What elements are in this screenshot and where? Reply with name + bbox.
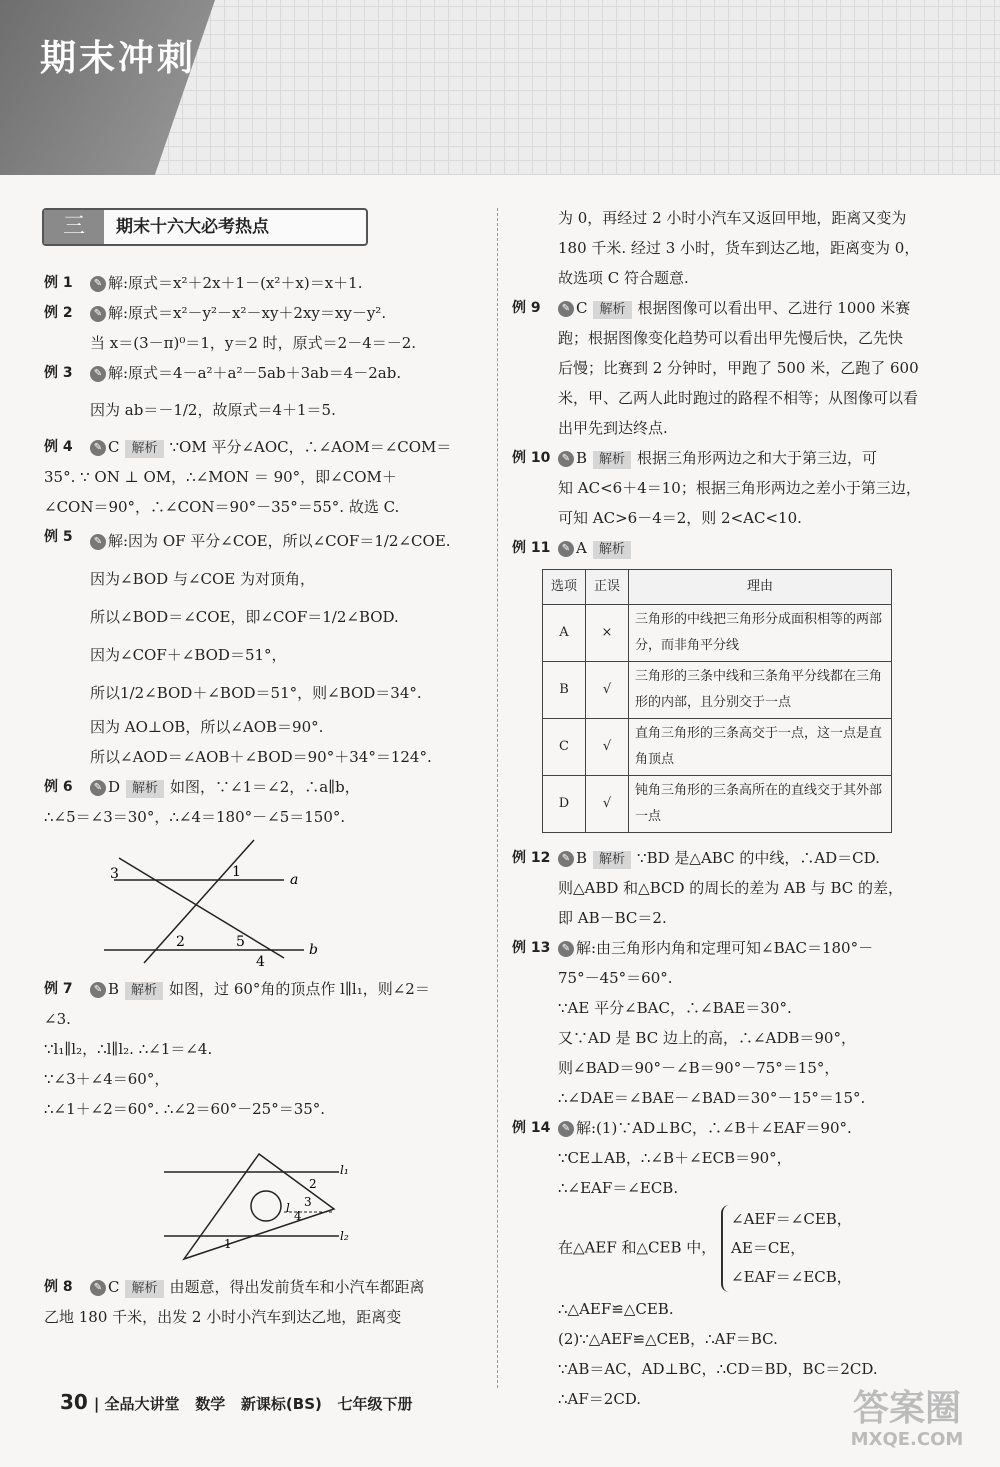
- solution-line: (2)∵△AEF≌△CEB，∴AF＝BC.: [558, 1330, 778, 1348]
- answer-choice: B: [576, 849, 588, 867]
- example-label: 例 9: [512, 300, 541, 316]
- column-divider: [497, 208, 498, 1388]
- solution-line: ∠3.: [44, 1010, 71, 1028]
- solution-line: ∴△AEF≌△CEB.: [558, 1300, 674, 1318]
- solution-line: 如图，∵∠1＝∠2，∴a∥b，: [170, 778, 360, 796]
- grade: 七年级下册: [337, 1395, 413, 1413]
- table-row: [543, 662, 892, 719]
- parallel-lines-figure: [104, 838, 324, 968]
- example-12: [512, 843, 962, 933]
- line-label: a: [290, 872, 299, 888]
- reason-cell: 钝角三角形的三条高所在的直线交于其外部一点: [629, 776, 892, 833]
- solution-line: ∴∠DAE＝∠BAE－∠BAD＝30°－15°＝15°.: [558, 1089, 866, 1107]
- key-icon: ✎: [90, 440, 106, 456]
- solution-line: ∴∠5＝∠3＝30°，∴∠4＝180°－∠5＝150°.: [44, 808, 346, 826]
- solution-line: 35°. ∵ ON ⊥ OM，∴∠MON ＝ 90°，即∠COM＋: [44, 468, 397, 486]
- angle-label: 3: [304, 1195, 312, 1209]
- table-row: [543, 605, 892, 662]
- analysis-tag: 解析: [125, 440, 163, 458]
- solution-line: 180 千米. 经过 3 小时，货车到达乙地，距离变为 0，: [558, 239, 920, 257]
- answer-choice: A: [576, 539, 587, 557]
- left-column: [44, 268, 484, 1332]
- angle-label: 1: [232, 864, 241, 880]
- solution-line: 所以∠BOD＝∠COE，即∠COF＝1/2∠BOD.: [90, 608, 399, 626]
- solution-line: 根据三角形两边之和大于第三边，可: [637, 449, 878, 467]
- reason-cell: 三角形的三条中线和三条角平分线都在三角形的内部，且分别交于一点: [629, 662, 892, 719]
- key-icon: ✎: [90, 982, 106, 998]
- table-row: [543, 776, 892, 833]
- example-4: [44, 432, 484, 522]
- solution-line: ∴∠EAF＝∠ECB.: [558, 1179, 679, 1197]
- example-3: [44, 358, 484, 432]
- key-icon: ✎: [90, 780, 106, 796]
- key-icon: ✎: [90, 306, 106, 322]
- brace-line: AE＝CE，: [731, 1239, 806, 1257]
- solution-line: 跑；根据图像变化趋势可以看出甲先慢后快，乙先快: [558, 329, 904, 347]
- solution-line: 故选项 C 符合题意.: [558, 269, 689, 287]
- solution-line: 因为∠COF＋∠BOD＝51°，: [90, 646, 287, 664]
- page-number: 30: [60, 1390, 88, 1414]
- example-label: 例 5: [44, 529, 73, 545]
- answer-choice: B: [576, 449, 588, 467]
- table-header-row: [543, 570, 892, 605]
- answer-choice: B: [108, 980, 120, 998]
- example-label: 例 1: [44, 275, 73, 291]
- example-11: [512, 533, 962, 833]
- table-header: 选项: [543, 570, 586, 605]
- section-heading: [42, 208, 368, 246]
- example-8-continued: [558, 203, 962, 293]
- mark-cell: √: [586, 662, 629, 719]
- solution-line: 解:由三角形内角和定理可知∠BAC＝180°－: [576, 939, 874, 957]
- example-label: 例 7: [44, 981, 73, 997]
- angle-label: 4: [294, 1209, 302, 1223]
- solution-line: 米，甲、乙两人此时跑过的路程不相等；从图像可以看: [558, 389, 919, 407]
- answer-choice: C: [108, 438, 120, 456]
- key-icon: ✎: [558, 301, 574, 317]
- option-cell: B: [543, 662, 586, 719]
- banner-dark-block: [0, 0, 215, 175]
- subject: 数学: [195, 1395, 226, 1413]
- solution-line: 75°－45°＝60°.: [558, 969, 673, 987]
- brace-line: ∠AEF＝∠CEB，: [731, 1210, 852, 1228]
- brace-line: ∠EAF＝∠ECB，: [731, 1268, 852, 1286]
- line-label: l₂: [340, 1229, 349, 1243]
- example-label: 例 12: [512, 850, 551, 866]
- example-8: [44, 1272, 484, 1332]
- option-cell: A: [543, 605, 586, 662]
- example-2: [44, 298, 484, 358]
- example-label: 例 8: [44, 1279, 73, 1295]
- angle-label: 5: [236, 934, 245, 950]
- analysis-tag: 解析: [125, 982, 163, 1000]
- key-icon: ✎: [558, 851, 574, 867]
- reason-cell: 三角形的中线把三角形分成面积相等的两部分，而非角平分线: [629, 605, 892, 662]
- example-label: 例 2: [44, 305, 73, 321]
- key-icon: ✎: [90, 276, 106, 292]
- solution-line: 出甲先到达终点.: [558, 419, 668, 437]
- analysis-tag: 解析: [593, 301, 631, 319]
- angle-label: 4: [256, 954, 265, 970]
- key-icon: ✎: [558, 541, 574, 557]
- key-icon: ✎: [90, 534, 106, 550]
- solution-line: 则△ABD 和△BCD 的周长的差为 AB 与 BC 的差，: [558, 879, 904, 897]
- banner-title: 期末冲刺: [40, 38, 197, 79]
- section-title: 期末十六大必考热点: [116, 217, 269, 237]
- analysis-tag: 解析: [125, 1280, 163, 1298]
- solution-line: ∵AE 平分∠BAC，∴∠BAE＝30°.: [558, 999, 792, 1017]
- line-label: l: [286, 1201, 290, 1215]
- key-icon: ✎: [558, 941, 574, 957]
- solution-line: ∵AB＝AC，AD⊥BC，∴CD＝BD，BC＝2CD.: [558, 1360, 878, 1378]
- analysis-tag: 解析: [593, 541, 631, 559]
- angle-label: 2: [309, 1177, 317, 1191]
- solution-line: 则∠BAD＝90°－∠B＝90°－75°＝15°，: [558, 1059, 840, 1077]
- option-cell: D: [543, 776, 586, 833]
- solution-line: ∵OM 平分∠AOC，∴∠AOM＝∠COM＝: [169, 438, 452, 456]
- example-label: 例 14: [512, 1120, 551, 1136]
- watermark-url: MXQE.COM: [850, 1429, 964, 1450]
- analysis-tag: 解析: [593, 851, 631, 869]
- example-label: 例 13: [512, 940, 551, 956]
- mark-cell: √: [586, 719, 629, 776]
- example-5: [44, 522, 484, 772]
- page-footer: 30 | 全品大讲堂 数学 新课标(BS) 七年级下册: [60, 1390, 413, 1414]
- edition: 新课标(BS): [240, 1395, 322, 1413]
- solution-line: 可知 AC>6－4＝2，则 2<AC<10.: [558, 509, 802, 527]
- solution-line: 因为 ab＝－1/2，故原式＝4＋1＝5.: [90, 401, 336, 419]
- header-banner: [0, 0, 1000, 175]
- table-header: 正误: [586, 570, 629, 605]
- solution-line: ∴AF＝2CD.: [558, 1390, 642, 1408]
- solution-line: 解:(1)∵AD⊥BC，∴∠B＋∠EAF＝90°.: [576, 1119, 852, 1137]
- equation-brace: [721, 1205, 852, 1292]
- angle-label: 1: [224, 1237, 232, 1251]
- solution-line: 由题意，得出发前货车和小汽车都距离: [169, 1278, 425, 1296]
- solution-line: ∠CON＝90°，∴∠CON＝90°－35°＝55°. 故选 C.: [44, 498, 400, 516]
- solution-line: 知 AC<6＋4＝10；根据三角形两边之差小于第三边，: [558, 479, 921, 497]
- example-label: 例 10: [512, 450, 551, 466]
- solution-line: ∵BD 是△ABC 的中线，∴AD＝CD.: [637, 849, 880, 867]
- solution-line: 如图，过 60°角的顶点作 l∥l₁，则∠2＝: [169, 980, 430, 998]
- solution-line: 解:原式＝x²＋2x＋1－(x²＋x)＝x＋1.: [108, 274, 363, 292]
- solution-line: 所以1/2∠BOD＋∠BOD＝51°，则∠BOD＝34°.: [90, 684, 422, 702]
- solution-line: 根据图像可以看出甲、乙进行 1000 米赛: [637, 299, 911, 317]
- analysis-tag: 解析: [593, 451, 631, 469]
- mark-cell: ×: [586, 605, 629, 662]
- example-label: 例 11: [512, 540, 551, 556]
- section-number: 三: [44, 210, 104, 244]
- answer-choice: C: [576, 299, 588, 317]
- watermark: [822, 1390, 992, 1460]
- solution-line: 解:因为 OF 平分∠COE，所以∠COF＝1/2∠COE.: [108, 532, 451, 550]
- solution-line: 在△AEF 和△CEB 中，: [558, 1238, 717, 1257]
- brand-name: 全品大讲堂: [104, 1395, 180, 1413]
- angle-label: 2: [176, 934, 185, 950]
- analysis-tag: 解析: [126, 780, 164, 798]
- triangle-figure: [104, 1154, 349, 1264]
- example-14: [512, 1113, 962, 1414]
- key-icon: ✎: [90, 366, 106, 382]
- solution-line: 解:原式＝x²－y²－x²－xy＋2xy＝xy－y².: [108, 304, 387, 322]
- solution-line: 又∵AD 是 BC 边上的高，∴∠ADB＝90°，: [558, 1029, 856, 1047]
- example-label: 例 3: [44, 365, 73, 381]
- solution-line: 后慢；比赛到 2 分钟时，甲跑了 500 米，乙跑了 600: [558, 359, 919, 377]
- example-1: [44, 268, 484, 298]
- example-13: [512, 933, 962, 1113]
- solution-line: ∵l₁∥l₂，∴l∥l₂. ∴∠1＝∠4.: [44, 1040, 213, 1058]
- solution-line: 乙地 180 千米，出发 2 小时小汽车到达乙地，距离变: [44, 1308, 402, 1326]
- answer-choice: D: [108, 778, 121, 796]
- example-10: [512, 443, 962, 533]
- reason-table: [542, 569, 892, 833]
- solution-line: 解:原式＝4－a²＋a²－5ab＋3ab＝4－2ab.: [108, 364, 402, 382]
- example-label: 例 6: [44, 779, 73, 795]
- table-row: [543, 719, 892, 776]
- example-6: [44, 772, 484, 968]
- solution-line: 所以∠AOD＝∠AOB＋∠BOD＝90°＋34°＝124°.: [90, 748, 432, 766]
- solution-line: 因为 AO⊥OB，所以∠AOB＝90°.: [90, 718, 324, 736]
- right-column: [512, 203, 962, 1414]
- solution-line: ∵∠3＋∠4＝60°，: [44, 1070, 170, 1088]
- line-label: b: [309, 942, 318, 958]
- angle-label: 3: [110, 866, 119, 882]
- key-icon: ✎: [90, 1280, 106, 1296]
- solution-line: 因为∠BOD 与∠COE 为对顶角，: [90, 570, 316, 588]
- solution-line: ∵CE⊥AB，∴∠B＋∠ECB＝90°，: [558, 1149, 792, 1167]
- line-label: l₁: [340, 1163, 349, 1177]
- solution-line: 为 0，再经过 2 小时小汽车又返回甲地，距离又变为: [558, 209, 907, 227]
- solution-line: ∴∠1＋∠2＝60°. ∴∠2＝60°－25°＝35°.: [44, 1100, 326, 1118]
- option-cell: C: [543, 719, 586, 776]
- table-header: 理由: [629, 570, 892, 605]
- key-icon: ✎: [558, 1121, 574, 1137]
- solution-line: 即 AB－BC＝2.: [558, 909, 667, 927]
- example-label: 例 4: [44, 439, 73, 455]
- mark-cell: √: [586, 776, 629, 833]
- answer-choice: C: [108, 1278, 120, 1296]
- example-7: [44, 974, 484, 1264]
- example-9: [512, 293, 962, 443]
- key-icon: ✎: [558, 451, 574, 467]
- solution-line: 当 x＝(3－π)⁰＝1，y＝2 时，原式＝2－4＝－2.: [90, 334, 417, 352]
- reason-cell: 直角三角形的三条高交于一点，这一点是直角顶点: [629, 719, 892, 776]
- watermark-main: 答案圈: [852, 1388, 961, 1429]
